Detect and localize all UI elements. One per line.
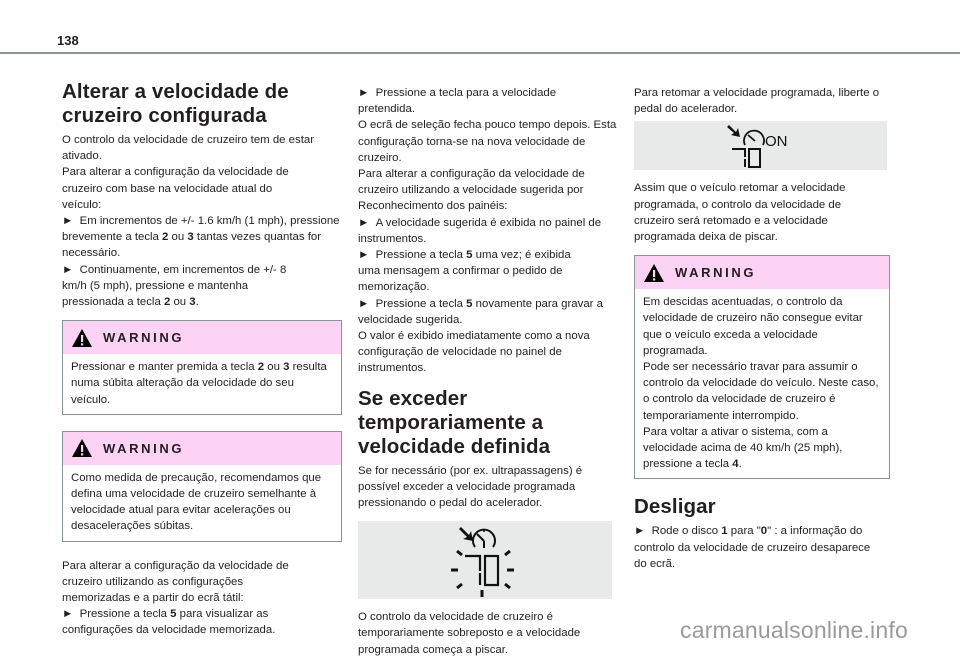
svg-text:ON: ON (764, 133, 787, 151)
caption: O controlo da velocidade de cruzeiro é temporariamente sobreposto e a velocidade programada começa a piscar. (358, 611, 581, 656)
warning-triangle-icon (643, 263, 665, 283)
cruise-control-on-icon (721, 121, 801, 170)
warning-triangle-icon (71, 438, 93, 458)
paragraph: Se for necessário (por ex. ultrapassagens) é possível exceder a velocidade programada pressionando o pedal do acelerador. (358, 464, 583, 510)
warning-text: Pode ser necessário travar para assumir o controlo da velocidade do veículo. Neste caso, o controlo da velocidade de cruzeiro é temporariamente interrompido. (643, 361, 879, 422)
bullet-arrow-icon: ► (358, 87, 370, 99)
paragraph: O ecrã de seleção fecha pouco tempo depois. Esta configuração torna-se na nova velocidade de cruzeiro. (358, 119, 617, 164)
section-title-change-speed: Alterar a velocidade de cruzeiro configurada (62, 80, 289, 127)
warning-header (635, 256, 889, 289)
warning-text: Em descidas acentuadas, o controlo da velocidade de cruzeiro não consegue evitar que o veículo exceda a velocidade programada. (643, 296, 863, 357)
section-title-exceed-speed: Se exceder temporariamente a velocidade definida (358, 386, 551, 458)
page-number: 138 (57, 33, 79, 48)
warning-box (634, 255, 890, 479)
watermark: carmanualsonline.info (680, 617, 908, 643)
warning-label: WARNING (103, 440, 185, 456)
warning-text: Como medida de precaução, recomendamos que defina uma velocidade de cruzeiro semelhante à velocidade atual para evitar acelerações ou desacelerações súbitas. (71, 471, 322, 533)
warning-text: Para voltar a ativar o sistema, com a velocidade acima de 40 km/h (25 mph), pressione a tecla 4. (643, 425, 843, 471)
cruise-control-blinking-icon (435, 521, 535, 599)
paragraph: Para alterar a configuração da velocidade de cruzeiro com base na velocidade atual do veículo: (62, 166, 289, 211)
column-2 (358, 85, 618, 658)
bullet-item: ► Rode o disco 1 para "0" : a informação do controlo da velocidade de cruzeiro desaparece do ecrã. (634, 525, 871, 570)
bullet-arrow-icon: ► (358, 297, 370, 310)
illustration-blinking-speed (358, 521, 612, 599)
illustration-cruise-on (634, 121, 887, 170)
warning-header (63, 321, 341, 354)
column-1 (62, 80, 344, 639)
bullet-arrow-icon: ► (634, 525, 646, 538)
warning-label: WARNING (103, 330, 185, 346)
warning-label: WARNING (675, 265, 757, 281)
bullet-arrow-icon: ► (358, 249, 370, 262)
paragraph: Para alterar a configuração da velocidade de cruzeiro utilizando a velocidade sugerida por Reconhecimento dos painéis: (358, 168, 585, 213)
bullet-item: ► Pressione a tecla 5 uma vez; é exibida uma mensagem a confirmar o pedido de memorização. (358, 249, 571, 294)
bullet-arrow-icon: ► (358, 216, 370, 229)
paragraph: O controlo da velocidade de cruzeiro tem de estar ativado. (62, 134, 314, 163)
warning-header (63, 432, 341, 465)
bullet-arrow-icon: ► (62, 608, 74, 621)
bullet-item: ► Continuamente, em incrementos de +/- 8 km/h (5 mph), pressione e mantenha pressionada a tecla 2 ou 3. (62, 263, 287, 309)
paragraph: Para alterar a configuração da velocidade de cruzeiro utilizando as configurações memorizadas e a partir do ecrã tátil: (62, 559, 289, 605)
bullet-item: ► A velocidade sugerida é exibida no painel de instrumentos. (358, 216, 602, 245)
warning-triangle-icon (71, 328, 93, 348)
paragraph: Assim que o veículo retomar a velocidade programada, o controlo da velocidade de cruzeiro será retomado e a velocidade programada deixa de piscar. (634, 182, 846, 244)
bullet-item: ► Pressione a tecla para a velocidade pretendida. (358, 87, 557, 116)
column-3 (634, 85, 890, 572)
bullet-item: ► Pressione a tecla 5 novamente para gravar a velocidade sugerida. (358, 297, 603, 326)
warning-box (62, 320, 342, 415)
bullet-arrow-icon: ► (62, 263, 74, 276)
bullet-item: ► Pressione a tecla 5 para visualizar as configurações da velocidade memorizada. (62, 608, 276, 637)
paragraph: O valor é exibido imediatamente como a nova configuração de velocidade no painel de instrumentos. (358, 330, 590, 375)
warning-text: Pressionar e manter premida a tecla 2 ou 3 resulta numa súbita alteração da velocidade do seu veículo. (71, 361, 327, 406)
warning-box (62, 431, 342, 542)
header-divider (0, 52, 960, 54)
bullet-item: ► Em incrementos de +/- 1.6 km/h (1 mph), pressione brevemente a tecla 2 ou 3 tantas vezes quantas for necessário. (62, 215, 340, 260)
bullet-arrow-icon: ► (62, 215, 74, 228)
section-title-switch-off: Desligar (634, 495, 716, 519)
paragraph: Para retomar a velocidade programada, liberte o pedal do acelerador. (634, 87, 880, 116)
